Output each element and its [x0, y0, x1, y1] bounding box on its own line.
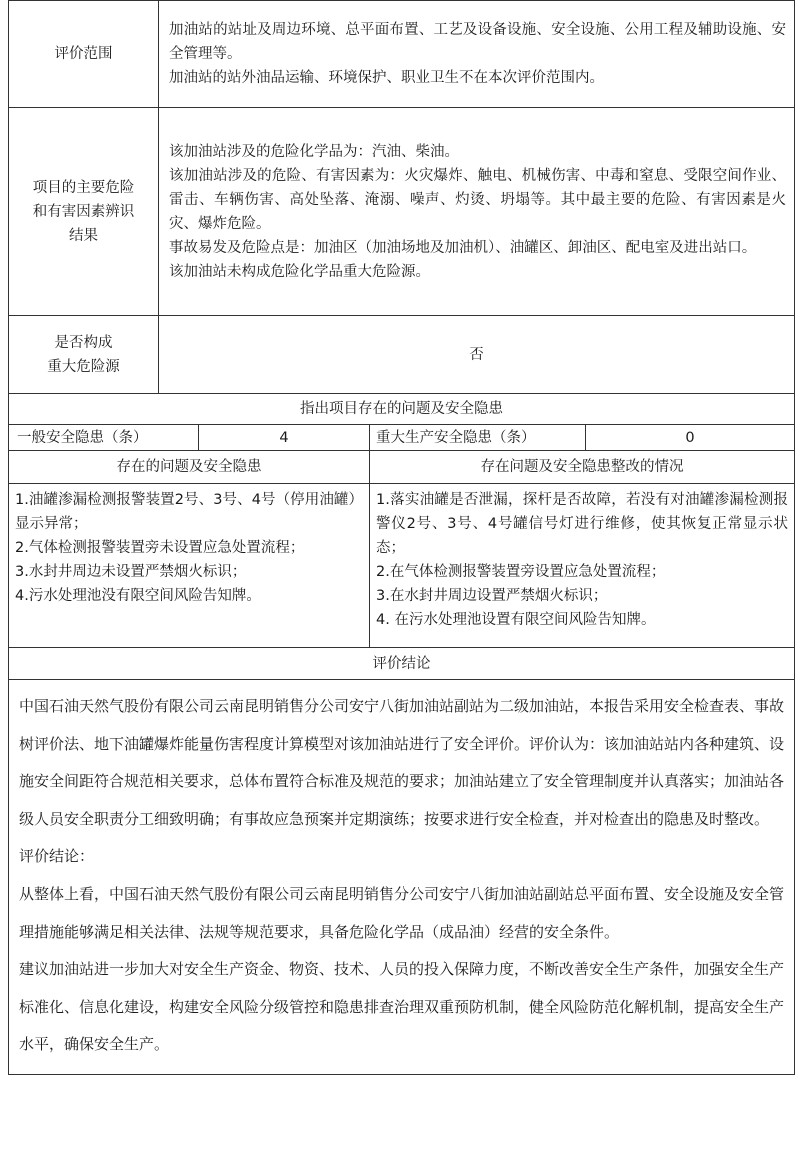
rectification-item: 3.在水封井周边设置严禁烟火标识； — [376, 588, 608, 604]
conclusion-paragraph: 从整体上看，中国石油天然气股份有限公司云南昆明销售分公司安宁八街加油站副站总平面布置、安全设施及安全管理措施能够满足相关法律、法规等规范要求，具备危险化学品（成品油）经营的安全条件。 — [19, 884, 785, 941]
problem-item: 4.污水处理池没有限空间风险告知牌。 — [15, 588, 261, 604]
hazards-row — [9, 108, 795, 316]
major-source-row — [9, 316, 795, 394]
hazards-label: 项目的主要危险 和有害因素辨识 结果 — [9, 108, 159, 316]
scope-value — [159, 1, 795, 108]
conclusion-paragraph: 中国石油天然气股份有限公司云南昆明销售分公司安宁八街加油站副站为二级加油站，本报告采用安全检查表、事故树评价法、地下油罐爆炸能量伤害程度计算模型对该加油站进行了安全评价。评价认为：该加油站站内各种建筑、设施安全间距符合规范相关要求，总体布置符合标准及规范的要求；加油站建立了安全管理制度并认真落实；加油站各级人员安全职责分工细致明确；有事故应急预案并定期演练；按要求进行安全检查，并对检查出的隐患及时整改。 — [19, 697, 785, 828]
hazards-line: 该加油站涉及的危险、有害因素为：火灾爆炸、触电、机械伤害、中毒和窒息、受限空间作业、雷击、车辆伤害、高处坠落、淹溺、噪声、灼烫、坍塌等。其中最主要的危险、有害因素是火灾、爆炸危险。 — [169, 167, 786, 232]
hazards-line: 该加油站未构成危险化学品重大危险源。 — [169, 263, 430, 280]
scope-label: 评价范围 — [9, 1, 159, 108]
scope-line: 加油站的站址及周边环境、总平面布置、工艺及设备设施、安全设施、公用工程及辅助设施、安全管理等。 — [169, 22, 786, 62]
rectification-item: 1.落实油罐是否泄漏，探杆是否故障，若没有对油罐渗漏检测报警仪2号、3号、4号罐信号灯进行维修，使其恢复正常显示状态； — [376, 492, 788, 556]
major-source-value: 否 — [159, 316, 795, 394]
issues-title-row — [9, 394, 795, 425]
hazards-value — [159, 108, 795, 316]
conclusion-paragraph: 评价结论： — [19, 847, 95, 866]
problem-item: 3.水封井周边未设置严禁烟火标识； — [15, 564, 247, 580]
scope-row — [9, 1, 795, 108]
major-source-label: 是否构成 重大危险源 — [9, 316, 159, 394]
major-hazards-count: 0 — [586, 425, 795, 451]
conclusion-title: 评价结论 — [9, 648, 795, 680]
hazards-line: 该加油站涉及的危险化学品为：汽油、柴油。 — [169, 143, 459, 160]
rectification-item: 4. 在污水处理池设置有限空间风险告知牌。 — [376, 612, 656, 628]
major-hazards-label: 重大生产安全隐患（条） — [370, 425, 586, 451]
problems-column-header: 存在的问题及安全隐患 — [9, 451, 370, 484]
conclusion-paragraph: 建议加油站进一步加大对安全生产资金、物资、技术、人员的投入保障力度，不断改善安全生产条件，加强安全生产标准化、信息化建设，构建安全风险分级管控和隐患排查治理双重预防机制，健全风险防范化解机制，提高安全生产水平，确保安全生产。 — [19, 960, 785, 1054]
scope-line: 加油站的站外油品运输、环境保护、职业卫生不在本次评价范围内。 — [169, 70, 604, 86]
problem-item: 1.油罐渗漏检测报警装置2号、3号、4号（停用油罐）显示异常； — [15, 492, 363, 532]
rectification-item: 2.在气体检测报警装置旁设置应急处置流程； — [376, 564, 666, 580]
counts-row — [9, 425, 795, 451]
general-hazards-label: 一般安全隐患（条） — [9, 425, 199, 451]
assessment-document — [8, 0, 794, 1154]
assessment-table — [8, 0, 795, 1075]
conclusion-title-row — [9, 648, 795, 680]
general-hazards-count: 4 — [199, 425, 370, 451]
rectification-list — [370, 484, 795, 648]
rectification-column-header: 存在问题及安全隐患整改的情况 — [370, 451, 795, 484]
conclusion-body-row — [9, 680, 795, 1075]
conclusion-body — [9, 680, 795, 1075]
problems-list — [9, 484, 370, 648]
issues-title: 指出项目存在的问题及安全隐患 — [9, 394, 795, 425]
problem-item: 2.气体检测报警装置旁未设置应急处置流程； — [15, 540, 305, 556]
issues-content-row — [9, 484, 795, 648]
hazards-line: 事故易发及危险点是：加油区（加油场地及加油机）、油罐区、卸油区、配电室及进出站口。 — [169, 239, 757, 256]
issues-header-row — [9, 451, 795, 484]
